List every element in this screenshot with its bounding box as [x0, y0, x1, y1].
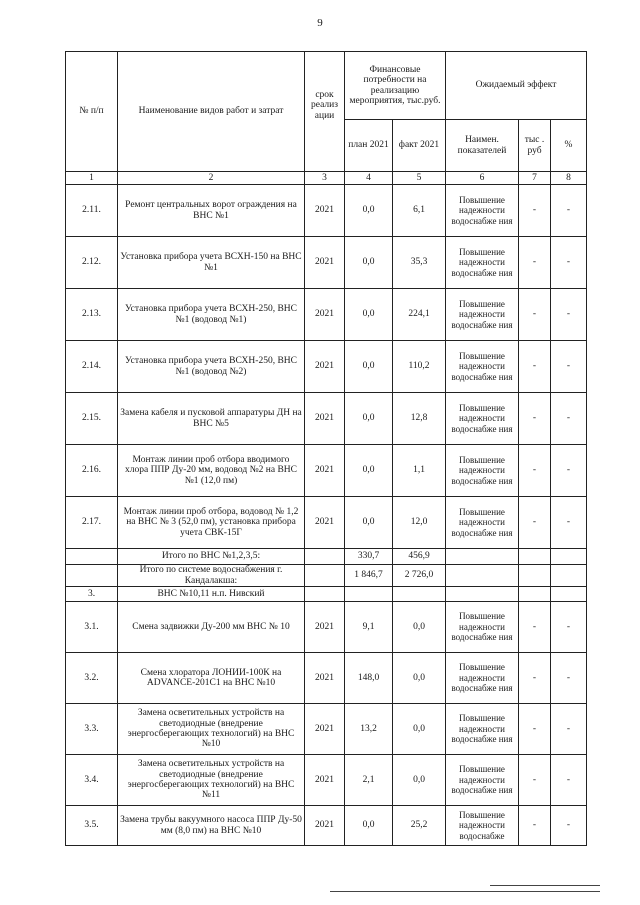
row-effect: Повышение надежности водоснабже ния: [446, 185, 519, 237]
section-empty: [345, 587, 393, 602]
row-term: 2021: [305, 653, 345, 704]
row-num: 3.3.: [66, 704, 118, 755]
row-fact: 0,0: [393, 653, 446, 704]
section-empty: [305, 587, 345, 602]
row-effect: Повышение надежности водоснабже ния: [446, 445, 519, 497]
col-number: 6: [446, 172, 519, 185]
header-num: № п/п: [66, 52, 118, 172]
row-name: Установка прибора учета ВСХН-150 на ВНС №1: [118, 237, 305, 289]
row-fact: 0,0: [393, 602, 446, 653]
row-plan: 148,0: [345, 653, 393, 704]
row-term: 2021: [305, 289, 345, 341]
column-number-row: [66, 172, 587, 185]
total-system-fact: 2 726,0: [393, 565, 446, 587]
row-name: Монтаж линии проб отбора вводимого хлора ППР Ду-20 мм, водовод №2 на ВНС №1 (12,0 пм): [118, 445, 305, 497]
col-number: 7: [519, 172, 551, 185]
row-plan: 0,0: [345, 445, 393, 497]
row-pct: -: [551, 393, 587, 445]
row-effect: Повышение надежности водоснабже ния: [446, 237, 519, 289]
row-effect: Повышение надежности водоснабже ния: [446, 653, 519, 704]
total-empty: [305, 549, 345, 565]
section-empty: [551, 587, 587, 602]
row-plan: 13,2: [345, 704, 393, 755]
row-name: Замена трубы вакуумного насоса ППР Ду-50 мм (8,0 пм) на ВНС №10: [118, 806, 305, 846]
row-num: 3.2.: [66, 653, 118, 704]
row-term: 2021: [305, 602, 345, 653]
row-plan: 0,0: [345, 237, 393, 289]
row-tys: -: [519, 755, 551, 806]
row-pct: -: [551, 445, 587, 497]
row-name: Ремонт центральных ворот ограждения на ВНС №1: [118, 185, 305, 237]
total-empty: [519, 565, 551, 587]
row-tys: -: [519, 602, 551, 653]
row-num: 2.11.: [66, 185, 118, 237]
col-number: 8: [551, 172, 587, 185]
row-term: 2021: [305, 806, 345, 846]
row-plan: 0,0: [345, 393, 393, 445]
row-term: 2021: [305, 704, 345, 755]
row-fact: 0,0: [393, 755, 446, 806]
row-pct: -: [551, 185, 587, 237]
row-pct: -: [551, 237, 587, 289]
row-name: Замена осветительных устройств на светодиодные (внедрение энергосберегающих технологий) на ВНС №10: [118, 704, 305, 755]
row-term: 2021: [305, 341, 345, 393]
row-fact: 12,8: [393, 393, 446, 445]
header-indicator: Наимен. показателей: [446, 120, 519, 172]
row-term: 2021: [305, 185, 345, 237]
header-tys: тыс . руб: [519, 120, 551, 172]
row-name: Установка прибора учета ВСХН-250, ВНС №1 (водовод №2): [118, 341, 305, 393]
total-vns-plan: 330,7: [345, 549, 393, 565]
row-term: 2021: [305, 393, 345, 445]
table-row: [66, 237, 587, 289]
row-tys: -: [519, 289, 551, 341]
section-num: 3.: [66, 587, 118, 602]
row-pct: -: [551, 704, 587, 755]
row-num: 2.12.: [66, 237, 118, 289]
row-tys: -: [519, 237, 551, 289]
page-number: 9: [317, 17, 323, 29]
table-row: [66, 806, 587, 846]
row-num: 2.17.: [66, 497, 118, 549]
row-fact: 12,0: [393, 497, 446, 549]
row-fact: 0,0: [393, 704, 446, 755]
row-fact: 1,1: [393, 445, 446, 497]
row-effect: Повышение надежности водоснабже ния: [446, 393, 519, 445]
total-empty: [551, 549, 587, 565]
row-term: 2021: [305, 237, 345, 289]
row-fact: 110,2: [393, 341, 446, 393]
total-empty: [446, 565, 519, 587]
row-name: Смена хлоратора ЛОНИИ-100К на ADVANCE-201C1 на ВНС №10: [118, 653, 305, 704]
header-finance: Финансовые потребности на реализацию мероприятия, тыс.руб.: [345, 52, 446, 120]
row-name: Замена кабеля и пусковой аппаратуры ДН на ВНС №5: [118, 393, 305, 445]
row-term: 2021: [305, 497, 345, 549]
row-effect: Повышение надежности водоснабже: [446, 806, 519, 846]
row-effect: Повышение надежности водоснабже ния: [446, 602, 519, 653]
row-tys: -: [519, 806, 551, 846]
row-plan: 2,1: [345, 755, 393, 806]
section-empty: [446, 587, 519, 602]
total-empty: [446, 549, 519, 565]
table-row: [66, 289, 587, 341]
col-number: 4: [345, 172, 393, 185]
row-pct: -: [551, 497, 587, 549]
table-row: [66, 445, 587, 497]
row-fact: 224,1: [393, 289, 446, 341]
row-fact: 35,3: [393, 237, 446, 289]
table-row: [66, 602, 587, 653]
table-row: [66, 393, 587, 445]
table-row: [66, 704, 587, 755]
section-empty: [519, 587, 551, 602]
table-row: [66, 341, 587, 393]
row-pct: -: [551, 289, 587, 341]
work-table: [65, 51, 587, 846]
row-tys: -: [519, 653, 551, 704]
header-term: срок реализ ации: [305, 52, 345, 172]
total-system-plan: 1 846,7: [345, 565, 393, 587]
row-effect: Повышение надежности водоснабже ния: [446, 289, 519, 341]
row-num: 2.15.: [66, 393, 118, 445]
footer-rule: [490, 885, 600, 886]
row-plan: 0,0: [345, 341, 393, 393]
row-num: 3.1.: [66, 602, 118, 653]
total-vns-label: Итого по ВНС №1,2,3,5:: [118, 549, 305, 565]
row-tys: -: [519, 185, 551, 237]
row-pct: -: [551, 806, 587, 846]
row-fact: 25,2: [393, 806, 446, 846]
row-pct: -: [551, 755, 587, 806]
row-plan: 0,0: [345, 289, 393, 341]
table-row: [66, 653, 587, 704]
row-name: Монтаж линии проб отбора, водовод № 1,2 на ВНС № 3 (52,0 пм), установка прибора учета СВК-15Г: [118, 497, 305, 549]
row-num: 2.13.: [66, 289, 118, 341]
total-vns-row: [66, 549, 587, 565]
table-row: [66, 755, 587, 806]
total-vns-fact: 456,9: [393, 549, 446, 565]
row-effect: Повышение надежности водоснабже ния: [446, 497, 519, 549]
total-empty: [305, 565, 345, 587]
footer-rule: [330, 891, 600, 892]
row-tys: -: [519, 393, 551, 445]
row-effect: Повышение надежности водоснабже ния: [446, 341, 519, 393]
row-num: 3.5.: [66, 806, 118, 846]
row-plan: 0,0: [345, 185, 393, 237]
row-plan: 9,1: [345, 602, 393, 653]
row-tys: -: [519, 704, 551, 755]
header-name: Наименование видов работ и затрат: [118, 52, 305, 172]
header-fact: факт 2021: [393, 120, 446, 172]
section-row: [66, 587, 587, 602]
row-pct: -: [551, 653, 587, 704]
total-empty: [66, 565, 118, 587]
row-num: 3.4.: [66, 755, 118, 806]
col-number: 3: [305, 172, 345, 185]
row-fact: 6,1: [393, 185, 446, 237]
row-term: 2021: [305, 445, 345, 497]
table-row: [66, 185, 587, 237]
row-plan: 0,0: [345, 806, 393, 846]
row-name: Смена задвижки Ду-200 мм ВНС № 10: [118, 602, 305, 653]
col-number: 2: [118, 172, 305, 185]
table-row: [66, 497, 587, 549]
col-number: 1: [66, 172, 118, 185]
row-term: 2021: [305, 755, 345, 806]
header-pct: %: [551, 120, 587, 172]
row-tys: -: [519, 445, 551, 497]
row-tys: -: [519, 341, 551, 393]
total-empty: [66, 549, 118, 565]
row-effect: Повышение надежности водоснабже ния: [446, 704, 519, 755]
row-effect: Повышение надежности водоснабже ния: [446, 755, 519, 806]
section-empty: [393, 587, 446, 602]
total-empty: [551, 565, 587, 587]
total-system-row: [66, 565, 587, 587]
total-system-label: Итого по системе водоснабжения г. Кандалакша:: [118, 565, 305, 587]
header-effect: Ожидаемый эффект: [446, 52, 587, 120]
row-num: 2.16.: [66, 445, 118, 497]
row-plan: 0,0: [345, 497, 393, 549]
row-num: 2.14.: [66, 341, 118, 393]
header-plan: план 2021: [345, 120, 393, 172]
total-empty: [519, 549, 551, 565]
row-name: Установка прибора учета ВСХН-250, ВНС №1 (водовод №1): [118, 289, 305, 341]
row-tys: -: [519, 497, 551, 549]
row-name: Замена осветительных устройств на светодиодные (внедрение энергосберегающих технологий) на ВНС №11: [118, 755, 305, 806]
row-pct: -: [551, 341, 587, 393]
row-pct: -: [551, 602, 587, 653]
section-name: ВНС №10,11 н.п. Нивский: [118, 587, 305, 602]
col-number: 5: [393, 172, 446, 185]
